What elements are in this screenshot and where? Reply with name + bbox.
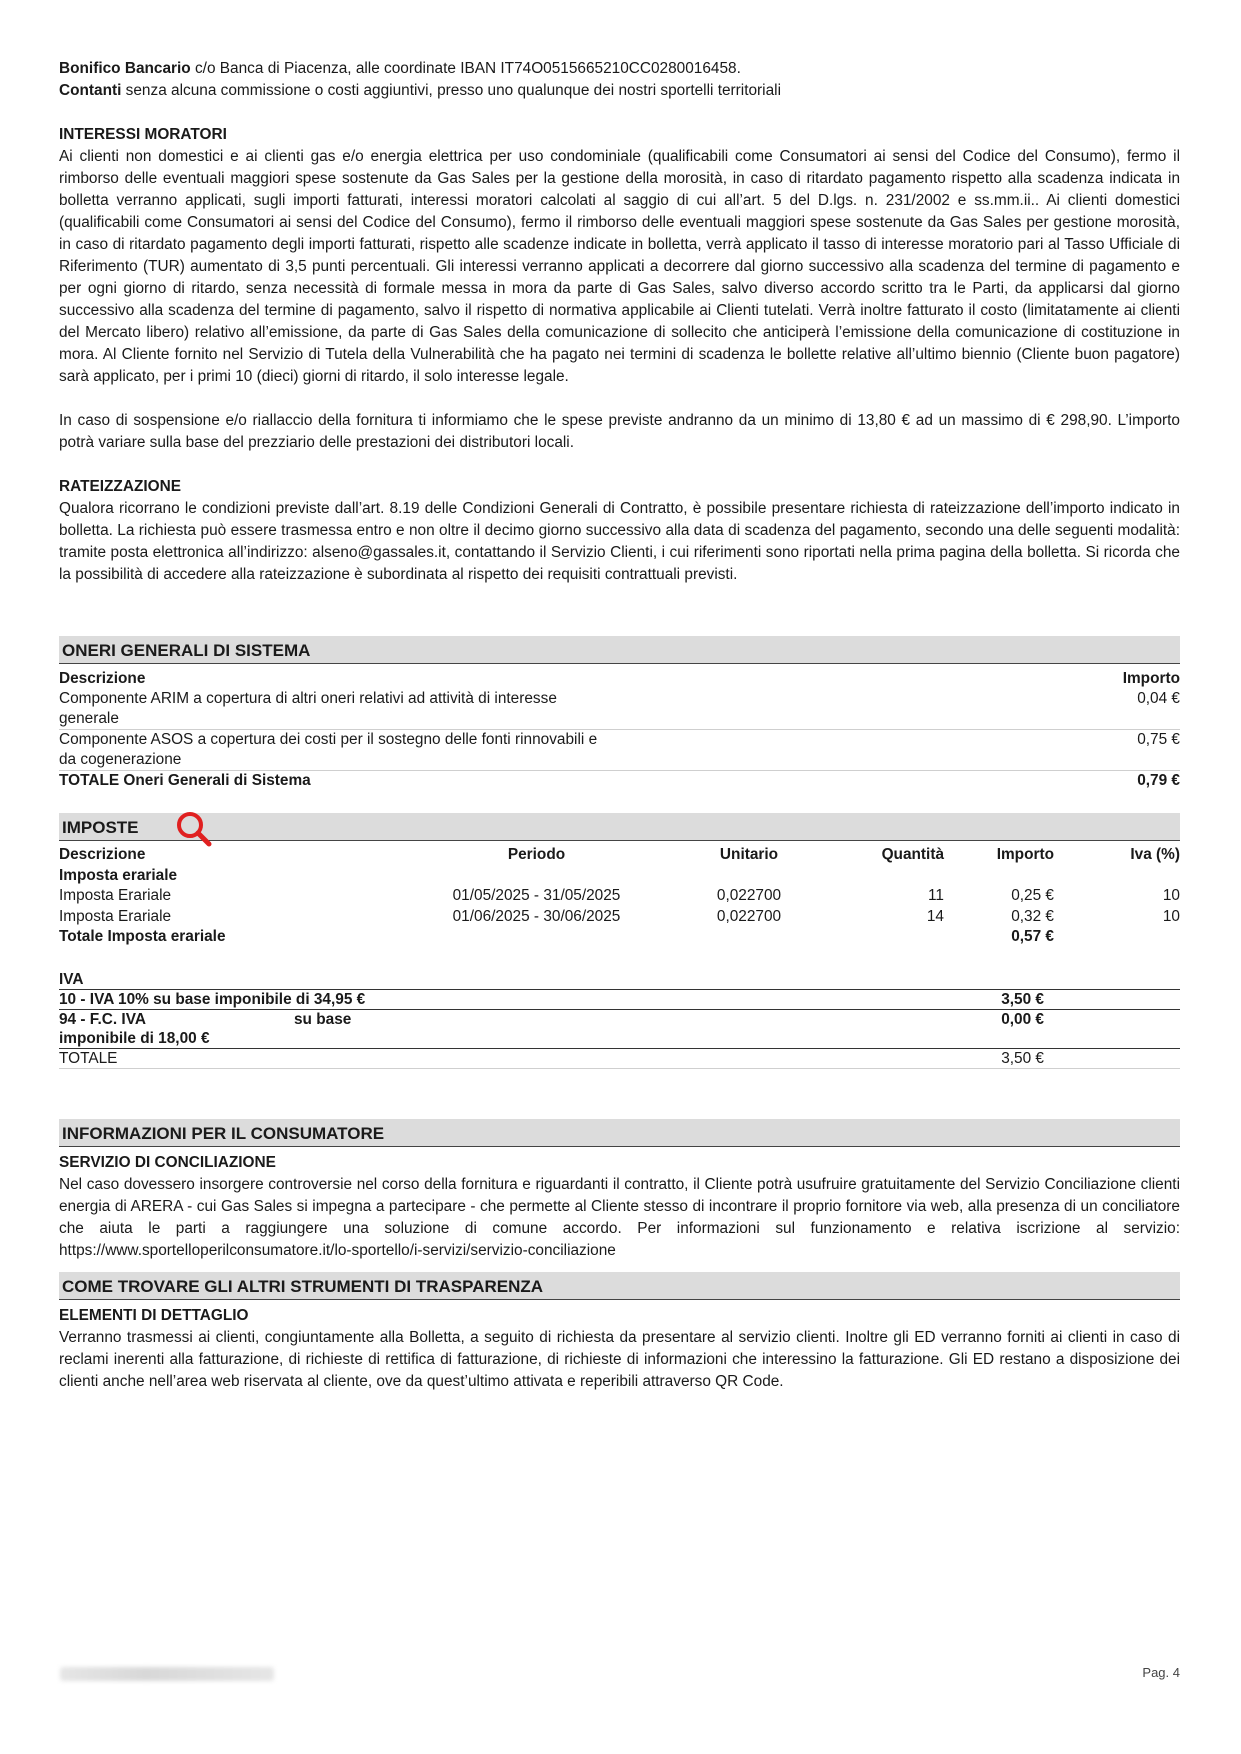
footer-redacted-code (60, 1667, 274, 1681)
iva-title: IVA (59, 970, 1180, 990)
iva-row: 94 - F.C. IVA imponibile di 18,00 € su base 0,00 € (59, 1009, 1180, 1048)
zoom-icon[interactable] (173, 810, 217, 850)
oneri-row: Componente ASOS a copertura dei costi per il sostegno delle fonti rinnovabili e da cogenerazione 0,75 € (59, 730, 1180, 771)
oneri-header-row (59, 669, 1180, 689)
oneri-row: Componente ARIM a copertura di altri oneri relativi ad attività di interesse generale 0,04 € (59, 689, 1180, 730)
imposte-header-row: Descrizione Periodo Unitario Quantità Importo Iva (%) (59, 846, 1180, 863)
imposte-group: Imposta erariale (59, 866, 178, 884)
sospensione-text: In caso di sospensione e/o riallaccio della fornitura ti informiamo che le spese previste andranno da un minimo di 13,80 € ad un massimo di € 298,90. L’importo potrà variare sulla base del prezziario delle prestazioni dei distributori locali. (59, 412, 1180, 451)
iva-table (59, 970, 1180, 1069)
dettaglio-text: Verranno trasmessi ai clienti, congiuntamente alla Bolletta, a seguito di richiesta da presentare al servizio clienti. Inoltre gli ED verranno forniti ai clienti in caso di reclami inerenti alla fatturazione, di richieste di rettifica di fatturazione, di richieste di informazioni che interessino la fatturazione. Gli ED restano a disposizione dei clienti anche nell’area web riservata al cliente, ove da quest’ultimo attivata e reperibili attraverso QR Code. (59, 1328, 1180, 1390)
oneri-section-header: ONERI GENERALI DI SISTEMA (59, 636, 1180, 664)
rateizzazione-title: RATEIZZAZIONE (59, 478, 181, 495)
iva-total-row: TOTALE 3,50 € (59, 1048, 1180, 1068)
payment-cash: Contanti senza alcuna commissione o costi aggiuntivi, presso uno qualunque dei nostri sportelli territoriali (59, 82, 781, 99)
consumatore-section-header: INFORMAZIONI PER IL CONSUMATORE (59, 1119, 1180, 1147)
conciliazione-title: SERVIZIO DI CONCILIAZIONE (59, 1153, 276, 1171)
page-number: Pag. 4 (1142, 1665, 1180, 1680)
payment-bank: Bonifico Bancario c/o Banca di Piacenza, alle coordinate IBAN IT74O0515665210CC0280016458. (59, 60, 741, 77)
imposte-table (59, 845, 1180, 948)
rateizzazione-text: Qualora ricorrano le condizioni previste dall’art. 8.19 delle Condizioni Generali di Contratto, è possibile presentare richiesta di rateizzazione dell’importo indicato in bolletta. La richiesta può essere trasmessa entro e non oltre il decimo giorno successivo alla data di scadenza del pagamento, secondo una delle seguenti modalità: tramite posta elettronica all’indirizzo: alseno@gassales.it, contattando il Servizio Clienti, i cui riferimenti sono riportati nella prima pagina della bolletta. Si ricorda che la possibilità di accedere alla rateizzazione è subordinata al rispetto dei requisiti contrattuali previsti. (59, 500, 1180, 583)
document-page (59, 58, 1180, 1393)
interessi-title: INTERESSI MORATORI (59, 126, 227, 143)
trasparenza-section-header: COME TROVARE GLI ALTRI STRUMENTI DI TRASPARENZA (59, 1272, 1180, 1300)
conciliazione-text: Nel caso dovessero insorgere controversie nel corso della fornitura e riguardanti il contratto, il Cliente potrà usufruire gratuitamente del Servizio Conciliazione clienti energia di ARERA - cui Gas Sales si impegna a partecipare - che permette al Cliente stesso di incontrare il proprio fornitore via web, alla presenza di un conciliatore che aiuta le parti a raggiungere una soluzione di comune accordo. Per informazioni sul funzionamento e relativa iscrizione al servizio: https://www.sportelloperilconsumatore.it/lo-sportello/i-servizi/servizio-conciliazione (59, 1175, 1180, 1259)
table-row: Imposta Erariale 01/05/2025 - 31/05/2025 0,022700 11 0,25 € 10 (59, 887, 1180, 904)
oneri-col-importo: Importo (1122, 670, 1180, 687)
oneri-total-row: TOTALE Oneri Generali di Sistema 0,79 € (59, 772, 1180, 789)
interessi-text: Ai clienti non domestici e ai clienti gas e/o energia elettrica per uso condominiale (qualificabili come Consumatori ai sensi del Codice del Consumo), fermo il rimborso delle eventuali maggiori spese sostenute da Gas Sales per la gestione della morosità, in caso di ritardato pagamento rispetto alla scadenza indicata in bolletta verranno applicati, sugli importi fatturati, interessi moratori calcolati al saggio di cui all’art. 5 del D.lgs. n. 231/2002 e ss.mm.ii.. Ai clienti domestici (qualificabili come Consumatori ai sensi del Codice del Consumo), fermo il rimborso delle eventuali maggiori spese sostenute da Gas Sales per gestione morosità, in caso di ritardato pagamento degli importi fatturati, rispetto alle scadenze indicate in bolletta, verrà applicato il tasso di interesse moratorio pari al Tasso Ufficiale di Riferimento (TUR) aumentato di 3,5 punti percentuali. Gli interessi verranno applicati a decorrere dal giorno successivo alla scadenza del termine di pagamento e per ogni giorno di ritardo, senza necessità di formale messa in mora da parte di Gas Sales, salvo diverso accordo scritto tra le Parti, da applicarsi dal giorno successivo alla scadenza del termine di pagamento, salvo il rispetto di normativa applicabile ai Clienti tutelati. Verrà inoltre fatturato il costo (limitatamente ai clienti del Mercato libero) relativo all’emissione, da parte di Gas Sales della comunicazione di sollecito che anticiperà l’emissione della comunicazione di costituzione in mora. Al Cliente fornito nel Servizio di Tutela della Vulnerabilità che ha pagato nei termini di scadenza le bollette relative all’ultimo biennio (Cliente buon pagatore) sarà applicato, per i primi 10 (dieci) giorni di ritardo, il solo interesse legale. (59, 148, 1180, 385)
imposte-total-row: Totale Imposta erariale 0,57 € (59, 928, 1054, 945)
dettaglio-title: ELEMENTI DI DETTAGLIO (59, 1306, 249, 1324)
iva-row: 10 - IVA 10% su base imponibile di 34,95 € 3,50 € (59, 989, 1180, 1009)
imposte-section-header: IMPOSTE (59, 813, 1180, 841)
table-row: Imposta Erariale 01/06/2025 - 30/06/2025 0,022700 14 0,32 € 10 (59, 907, 1180, 925)
oneri-col-desc: Descrizione (59, 670, 146, 687)
